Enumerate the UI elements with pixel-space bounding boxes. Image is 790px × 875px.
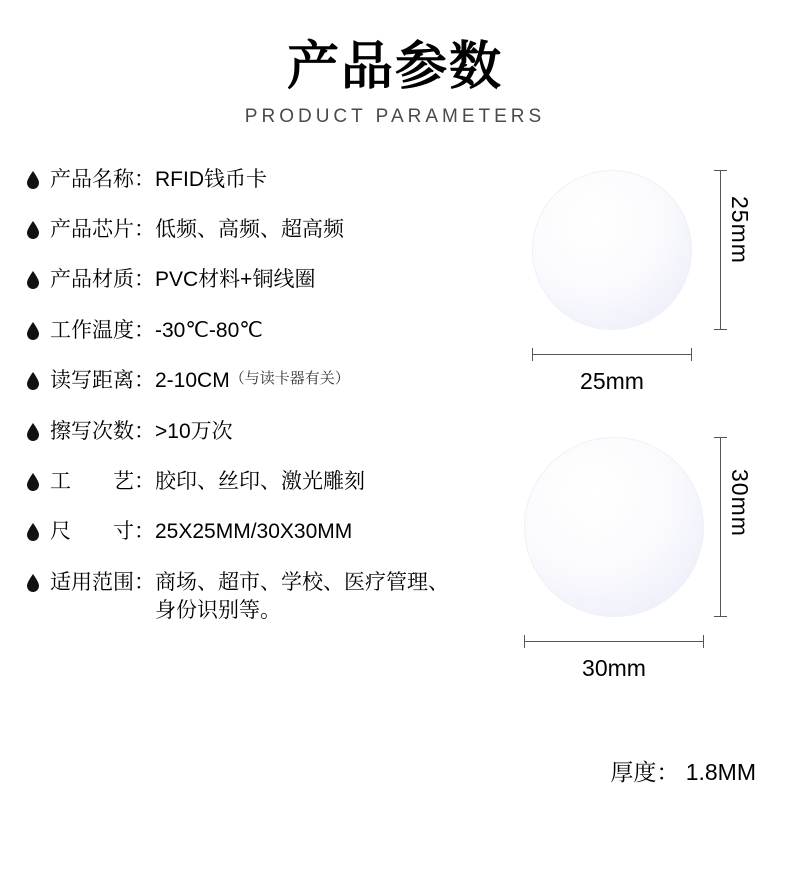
dimension-width-label-25: 25mm [580, 367, 644, 394]
spec-label: 适用范围： [50, 570, 155, 594]
dimension-vertical-30 [710, 437, 760, 617]
spec-row [26, 418, 506, 446]
content-area [0, 166, 790, 682]
disc-wrapper-30 [514, 437, 764, 617]
disc-wrapper-25 [514, 170, 764, 330]
spec-label: 擦写次数： [50, 419, 155, 443]
water-drop-icon [26, 518, 40, 541]
spec-label: 尺 寸： [50, 520, 155, 544]
thickness-label: 厚度： 1.8MM [610, 759, 756, 785]
spec-value: 商场、超市、学校、医疗管理、身份识别等。 [155, 570, 449, 622]
spec-row [26, 266, 506, 294]
diagram-25mm [514, 170, 764, 395]
spec-row [26, 317, 506, 345]
water-drop-icon [26, 418, 40, 441]
spec-label: 工作温度： [50, 318, 155, 342]
spec-row [26, 569, 506, 626]
water-drop-icon [26, 367, 40, 390]
page-subtitle: PRODUCT PARAMETERS [244, 105, 546, 127]
spec-list [26, 166, 506, 682]
spec-value: 低频、高频、超高频 [155, 218, 344, 242]
water-drop-icon [26, 266, 40, 289]
spec-value: 2-10CM [155, 369, 230, 393]
spec-row [26, 468, 506, 496]
spec-value: >10万次 [155, 419, 233, 443]
spec-label: 读写距离： [50, 369, 155, 393]
water-drop-icon [26, 216, 40, 239]
dimension-height-label-30: 30mm [727, 468, 753, 537]
spec-row [26, 518, 506, 546]
spec-value: 25X25MM/30X30MM [155, 520, 353, 544]
product-diagrams [506, 166, 764, 682]
water-drop-icon [26, 468, 40, 491]
page-title: 产品参数 [286, 38, 503, 96]
spec-note: （与读卡器有关） [229, 370, 350, 388]
spec-label: 产品芯片： [50, 218, 155, 242]
spec-value: -30℃-80℃ [155, 318, 263, 342]
dimension-horizontal-25 [532, 344, 692, 366]
spec-value: 胶印、丝印、激光雕刻 [155, 469, 365, 493]
spec-label: 产品材质： [50, 268, 155, 292]
dimension-vertical-25 [710, 170, 760, 330]
diagram-30mm [514, 437, 764, 682]
dimension-height-label-25: 25mm [727, 195, 753, 264]
water-drop-icon [26, 317, 40, 340]
product-disc-25mm [532, 170, 692, 330]
spec-label: 工 艺： [50, 469, 155, 493]
spec-row [26, 166, 506, 194]
spec-value: PVC材料+铜线圈 [155, 268, 316, 292]
spec-label: 产品名称： [50, 167, 155, 191]
dimension-width-label-30: 30mm [582, 654, 646, 681]
spec-row [26, 216, 506, 244]
dimension-horizontal-30 [524, 631, 704, 653]
spec-value: RFID钱币卡 [155, 167, 267, 191]
spec-row [26, 367, 506, 395]
water-drop-icon [26, 569, 40, 592]
product-disc-30mm [524, 437, 704, 617]
water-drop-icon [26, 166, 40, 189]
page-header [0, 0, 790, 128]
